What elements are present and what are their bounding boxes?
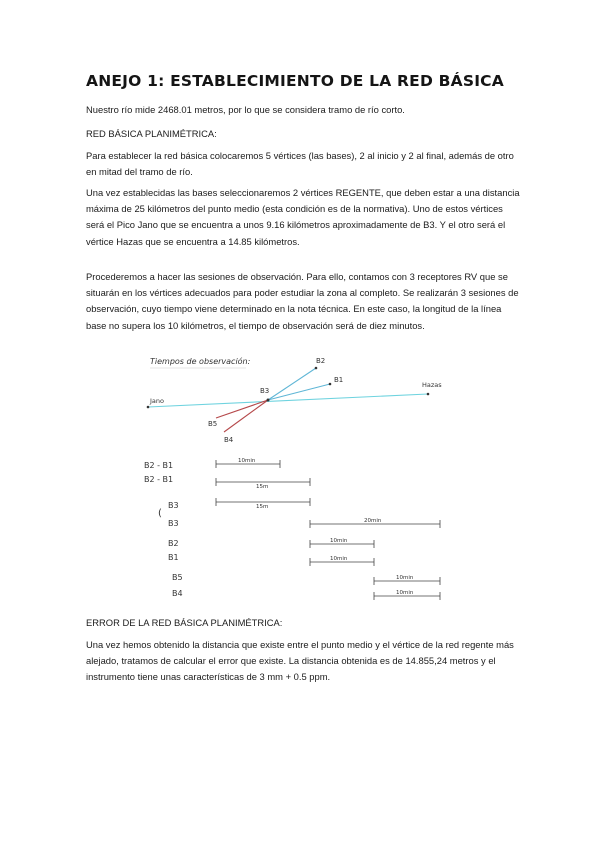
paragraph-river-length: Nuestro río mide 2468.01 metros, por lo que se considera tramo de río corto. xyxy=(86,104,405,115)
label-b4: B4 xyxy=(224,436,234,444)
session-duration: 10min xyxy=(330,556,348,562)
sketch-title: Tiempos de observación: xyxy=(150,357,251,366)
session-duration: 15m xyxy=(256,504,269,510)
point-b2 xyxy=(315,367,318,370)
paragraph-bases: Para establecer la red básica colocaremos 5 vértices (las bases), 2 al inicio y 2 al final, además de otro en mitad del tramo de río. xyxy=(86,150,514,178)
label-hazas: Hazas xyxy=(422,381,442,389)
line-b3-b1 xyxy=(268,384,330,400)
page-title: ANEJO 1: ESTABLECIMIENTO DE LA RED BÁSICA xyxy=(86,72,504,90)
session-duration: 10min xyxy=(396,575,414,581)
paragraph-observation-sessions: Procederemos a hacer las sesiones de observación. Para ello, contamos con 3 receptores RV que se situarán en los vértices adecuados para poder estudiar la zona al completo. Se realizarán 3 sesiones de observación, cuyo tiempo viene determinado en la nota técnica. En este caso, la longitud de la línea base no supera los 10 kilómetros, el tiempo de observación será de diez minutos. xyxy=(86,271,519,331)
label-b3: B3 xyxy=(260,387,270,395)
observation-sketch xyxy=(138,352,450,606)
line-jano-hazas xyxy=(148,394,428,407)
label-b1: B1 xyxy=(334,376,344,384)
session-label: B5 xyxy=(172,573,183,582)
paragraph-error: Una vez hemos obtenido la distancia que existe entre el punto medio y el vértice de la red regente más alejado, tratamos de calcular el error que existe. La distancia obtenida es de 14.855,24 metros y el instrumento tiene unas características de 3 mm + 0.5 ppm. xyxy=(86,639,514,683)
session-label: B2 xyxy=(168,539,179,548)
point-hazas xyxy=(427,393,430,396)
label-b2: B2 xyxy=(316,357,326,365)
session-label: B2 - B1 xyxy=(144,475,174,484)
line-b3-b2 xyxy=(268,368,316,400)
label-b5: B5 xyxy=(208,420,218,428)
point-jano xyxy=(147,406,150,409)
session-duration: 20min xyxy=(364,518,382,524)
section-heading-error: ERROR DE LA RED BÁSICA PLANIMÉTRICA: xyxy=(86,617,283,628)
paragraph-regent-vertices: Una vez establecidas las bases seleccionaremos 2 vértices REGENTE, que deben estar a una distancia máxima de 25 kilómetros del punto medio (esta condición es de la normativa). Uno de estos vértices será el Pico Jano que se encuentra a unos 9.16 kilómetros aproximadamente de B3. Y el otro será el vértice Hazas que se encuentra a 14.85 kilómetros. xyxy=(86,187,520,247)
session-label: B4 xyxy=(172,589,183,598)
session-label: B3 xyxy=(168,501,179,510)
session-label: B2 - B1 xyxy=(144,461,174,470)
session-duration: 10min xyxy=(238,458,256,464)
session-duration: 15m xyxy=(256,484,269,490)
point-b3 xyxy=(267,399,270,402)
session-duration: 10min xyxy=(330,538,348,544)
label-jano: Jano xyxy=(150,397,164,405)
session-label: B1 xyxy=(168,553,179,562)
point-b1 xyxy=(329,383,332,386)
session-duration: 10min xyxy=(396,590,414,596)
svg-text:(: ( xyxy=(158,508,162,519)
session-label: B3 xyxy=(168,519,179,528)
line-b3-b4 xyxy=(224,400,268,432)
section-heading-planimetric: RED BÁSICA PLANIMÉTRICA: xyxy=(86,128,217,139)
